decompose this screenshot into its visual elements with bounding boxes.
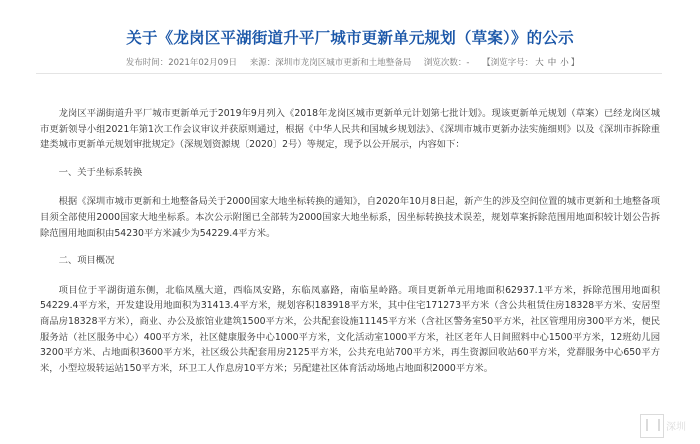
font-size-medium-link[interactable]: 中 <box>547 58 557 68</box>
font-size-small-link[interactable]: 小 <box>560 58 569 68</box>
site-watermark-logo: 深圳 <box>640 412 692 438</box>
view-count: 浏览次数：- <box>423 58 470 68</box>
section-1-paragraph: 根据《深圳市城市更新和土地整备局关于2000国家大地坐标转换的通知》，自2020年10月8日起，新产生的涉及空间位置的城市更新和土地整备项目须全部使用2000国家大地坐标系。本次公示附图已全部转为2000国家大地坐标系，因坐标转换技术误差，规划草案拆除范围用地面积较计划公告拆除范围用地面积由54230平方米减少为54229.4平方米。 <box>40 196 660 239</box>
title-divider <box>36 73 662 74</box>
section-2-paragraph: 项目位于平湖街道东侧，北临凤凰大道，西临凤安路，东临凤嘉路，南临星岭路。项目更新单元用地面积62937.1平方米，拆除范围用地面积54229.4平方米，开发建设用地面积为31413.4平方米，规划容积183918平方米，其中住宅171273平方米（含公共租赁住房18328平方米、安居型商品房18328平方米），商业、办公及旅馆业建筑1500平方米，公共配套设施11145平方米（含社区警务室50平方米，社区管理用房300平方米，便民服务站（社区服务中心）400平方米，社区健康服务中心1000平方米，文化活动室1000平方米，社区老年人日间照料中心1500平方米，12班幼儿园3200平方米、占地面积3600平方米，社区级公共配套用房2125平方米，公共充电站700平方米，再生资源回收站60平方米，党群服务中心650平方米，小型垃圾转运站150平方米，环卫工人作息房10平方米；另配建社区体育活动场地占地面积2000平方米。 <box>40 284 660 374</box>
intro-paragraph: 龙岗区平湖街道升平厂城市更新单元于2019年9月列入《2018年龙岗区城市更新单元计划第七批计划》。现该更新单元规划（草案）已经龙岗区城市更新领导小组2021年第1次工作会议审议并获原则通过，根据《中华人民共和国城乡规划法》、《深圳市城市更新办法实施细则》以及《深圳市拆除重建类城市更新单元规划审批规定》（深规划资源规〔2020〕2号）等规定，现予以公开展示，内容如下： <box>40 108 660 151</box>
article-title: 关于《龙岗区平湖街道升平厂城市更新单元规划（草案）》的公示 <box>126 29 574 47</box>
font-size-control <box>482 58 579 68</box>
font-size-large-link[interactable]: 大 <box>535 58 544 68</box>
section-2-heading: 二、项目概况 <box>58 255 115 267</box>
section-1-heading: 一、关于坐标系转换 <box>58 166 143 178</box>
font-size-label: 【浏览字号： <box>482 58 534 68</box>
publish-time: 发布时间：2021年02月09日 <box>125 58 237 68</box>
article-meta <box>0 56 700 68</box>
font-size-close: 】 <box>570 58 580 68</box>
article-body <box>40 106 660 376</box>
source: 来源：深圳市龙岗区城市更新和土地整备局 <box>249 58 412 68</box>
